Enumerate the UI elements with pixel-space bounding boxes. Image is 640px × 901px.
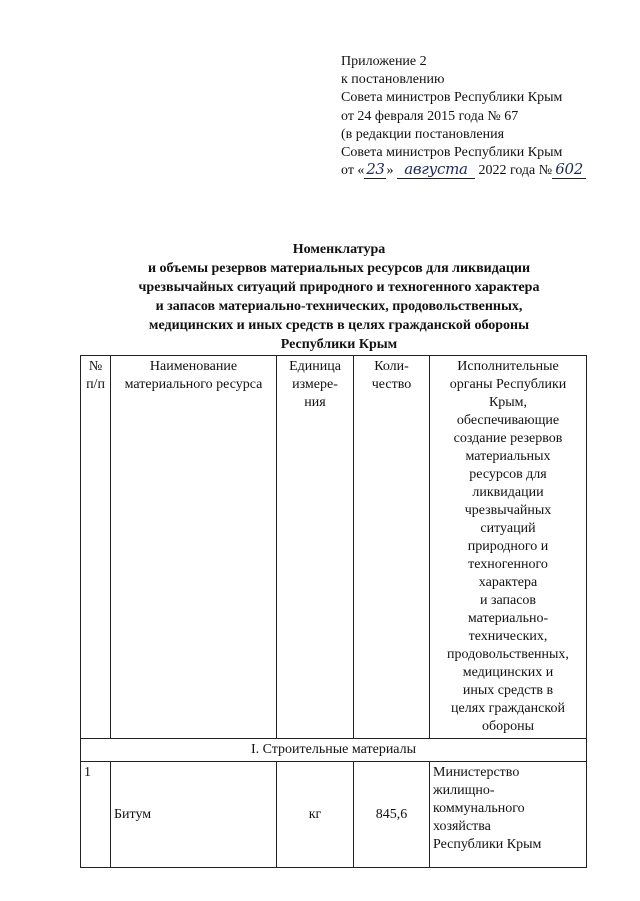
header-unit-line: измере- [292,377,338,392]
cell-name: Битум [111,762,277,868]
document-title [80,240,598,354]
cell-organ-line: хозяйства [433,819,491,834]
header-organs-line: продовольственных, [447,647,569,662]
header-organs-line: иных средств в [462,683,554,698]
title-line-4: и запасов материально-технических, продовольственных, [155,299,523,314]
header-organs-line: целях гражданской [451,701,565,716]
appendix-block [341,53,621,180]
date-prefix: от « [341,163,365,179]
section-row [81,739,587,762]
header-organs-line: материальных [465,449,551,464]
appendix-line-6: Совета министров Республики Крым [341,145,563,161]
header-organs-line: материально- [467,611,549,626]
nomenclature-table [80,355,587,868]
header-name-line: материального ресурса [124,377,263,392]
cell-organ [430,762,587,868]
header-organs-line: природного и [467,539,549,554]
date-day-field [364,162,386,179]
header-organs [430,356,587,739]
header-unit-line: Единица [289,359,341,374]
header-organs-line: обеспечивающие [456,413,560,428]
header-organs-line: медицинских и [462,665,554,680]
header-qty-line: Коли- [374,359,409,374]
title-line-1: Номенклатура [292,242,386,257]
header-num-line: п/п [86,377,105,392]
date-suffix: 2022 года № [474,163,553,179]
header-organs-line: ресурсов для [469,467,547,482]
header-organs-line: органы Республики [449,377,567,392]
cell-qty: 845,6 [354,762,430,868]
appendix-line-3: Совета министров Республики Крым [341,90,563,106]
header-num-line: № [88,359,103,374]
title-line-3: чрезвычайных ситуаций природного и техногенного характера [138,280,540,295]
title-line-5: медицинских и иных средств в целях гражданской обороны [148,318,530,333]
header-organs-line: Исполнительные [457,359,559,374]
header-organs-line: технических, [468,629,548,644]
handwritten-decree-number: 602 [555,160,583,179]
header-organs-line: обороны [481,719,535,734]
date-mid: » [386,163,397,179]
header-qty [354,356,430,739]
header-num [81,356,111,739]
cell-organ-line: Министерство [433,765,520,780]
header-organs-line: характера [478,575,538,590]
header-organs-line: ликвидации [472,485,544,500]
handwritten-day: 23 [366,160,385,179]
appendix-line-2: к постановлению [341,72,445,88]
handwritten-month: августа [404,160,468,179]
title-line-2: и объемы резервов материальных ресурсов для ликвидации [147,261,531,276]
header-organs-line: ситуаций [480,521,536,536]
section-title: I. Строительные материалы [81,739,587,762]
cell-organ-line: жилищно- [433,783,495,798]
appendix-line-1: Приложение 2 [341,54,427,69]
cell-num: 1 [81,762,111,868]
header-organs-line: создание резервов [453,431,563,446]
header-qty-line: чество [371,377,412,392]
header-name-line: Наименование [149,359,238,374]
header-organs-line: чрезвычайных [464,503,552,518]
decree-number-field [552,162,586,179]
header-unit-line: ния [304,395,326,410]
header-organs-line: и запасов [479,593,537,608]
header-unit [277,356,354,739]
title-line-6: Республики Крым [280,337,398,352]
appendix-date-line [341,162,621,180]
header-name [111,356,277,739]
cell-organ-line: коммунального [433,801,525,816]
table-row [81,762,587,868]
table-header-row [81,356,587,739]
appendix-line-4: от 24 февраля 2015 года № 67 [341,108,519,124]
cell-organ-line: Республики Крым [433,837,542,852]
date-month-field [397,162,475,179]
header-organs-line: Крым, [488,395,528,410]
cell-unit: кг [277,762,354,868]
appendix-line-5: (в редакции постановления [341,126,505,142]
header-organs-line: техногенного [468,557,548,572]
